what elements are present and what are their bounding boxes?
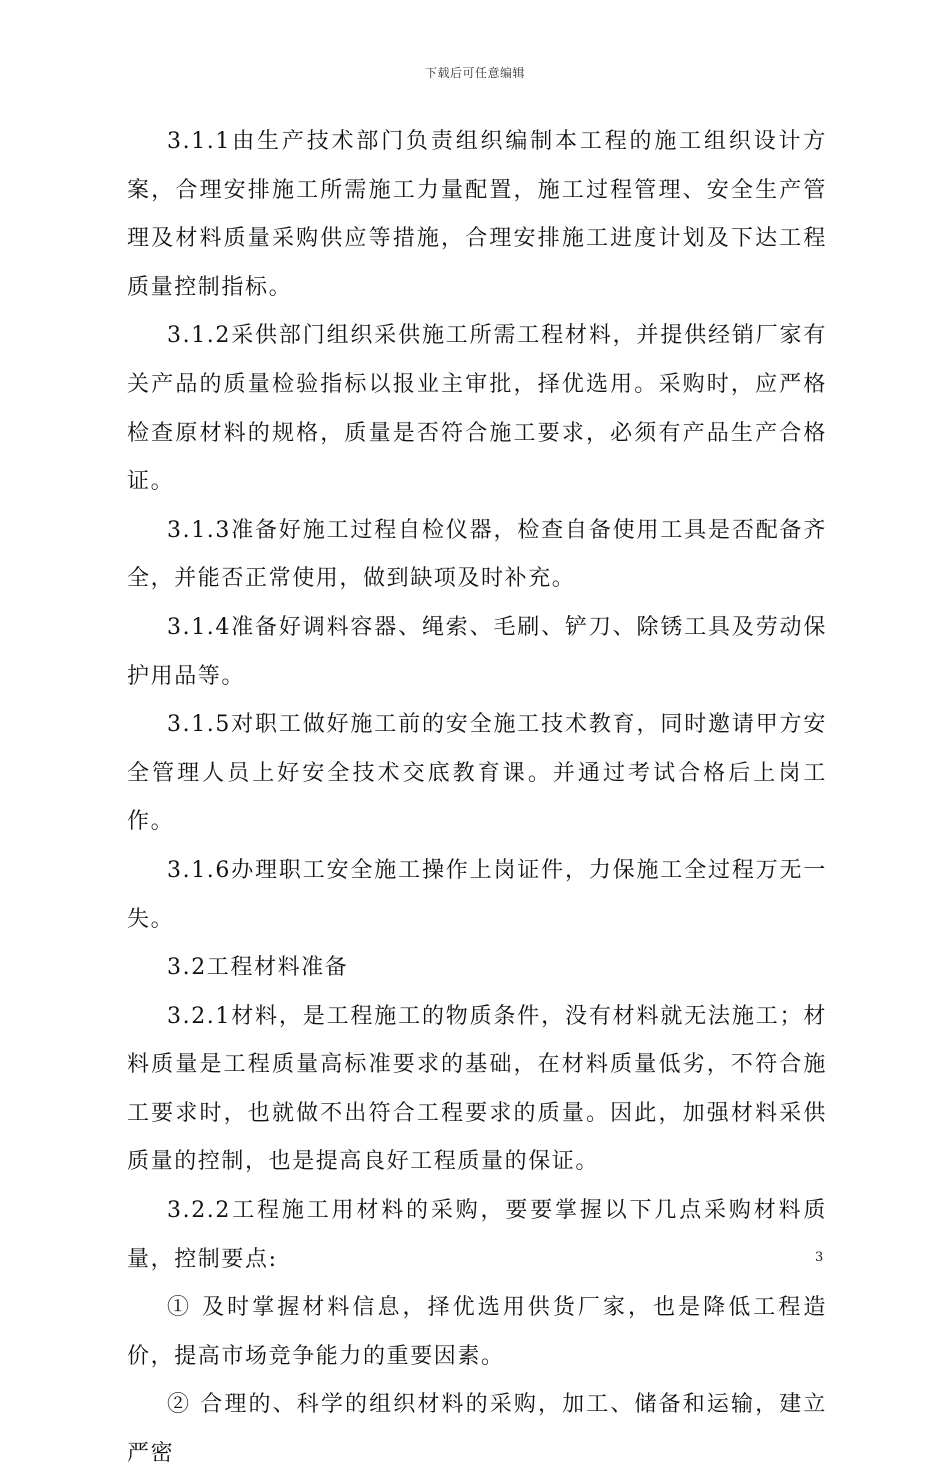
section-heading: 3.2工程材料准备 [167, 955, 349, 981]
paragraph: 3.1.2采供部门组织采供施工所需工程材料，并提供经销厂家有关产品的质量检验指标以报业主审批，择优选用。采购时，应严格检查原材料的规格，质量是否符合施工要求，必须有产品生产合格证。 [127, 323, 827, 495]
list-item: ① 及时掌握材料信息，择优选用供货厂家，也是降低工程造价，提高市场竞争能力的重要因素。 [127, 1295, 827, 1369]
document-body [127, 118, 827, 1479]
paragraph: 3.2.2工程施工用材料的采购，要要掌握以下几点采购材料质量，控制要点: [127, 1198, 827, 1272]
paragraph: 3.1.3准备好施工过程自检仪器，检查自备使用工具是否配备齐全，并能否正常使用，做到缺项及时补充。 [127, 517, 827, 592]
paragraph: 3.1.1由生产技术部门负责组织编制本工程的施工组织设计方案，合理安排施工所需施工力量配置，施工过程管理、安全生产管理及材料质量采购供应等措施，合理安排施工进度计划及下达工程质量控制指标。 [127, 129, 827, 300]
paragraph: 3.1.6办理职工安全施工操作上岗证件，力保施工全过程万无一失。 [127, 857, 827, 932]
list-item: ② 合理的、科学的组织材料的采购，加工、储备和运输，建立严密 [127, 1392, 827, 1467]
paragraph: 3.1.4准备好调料容器、绳索、毛刷、铲刀、除锈工具及劳动保护用品等。 [127, 614, 827, 689]
paragraph: 3.2.1材料，是工程施工的物质条件，没有材料就无法施工；材料质量是工程质量高标准要求的基础，在材料质量低劣，不符合施工要求时，也就做不出符合工程要求的质量。因此，加强材料采供质量的控制，也是提高良好工程质量的保证。 [127, 1003, 827, 1175]
page-number: 3 [815, 1250, 824, 1265]
page-header: 下载后可任意编辑 [424, 66, 525, 80]
paragraph: 3.1.5对职工做好施工前的安全施工技术教育，同时邀请甲方安全管理人员上好安全技术交底教育课。并通过考试合格后上岗工作。 [127, 712, 827, 835]
